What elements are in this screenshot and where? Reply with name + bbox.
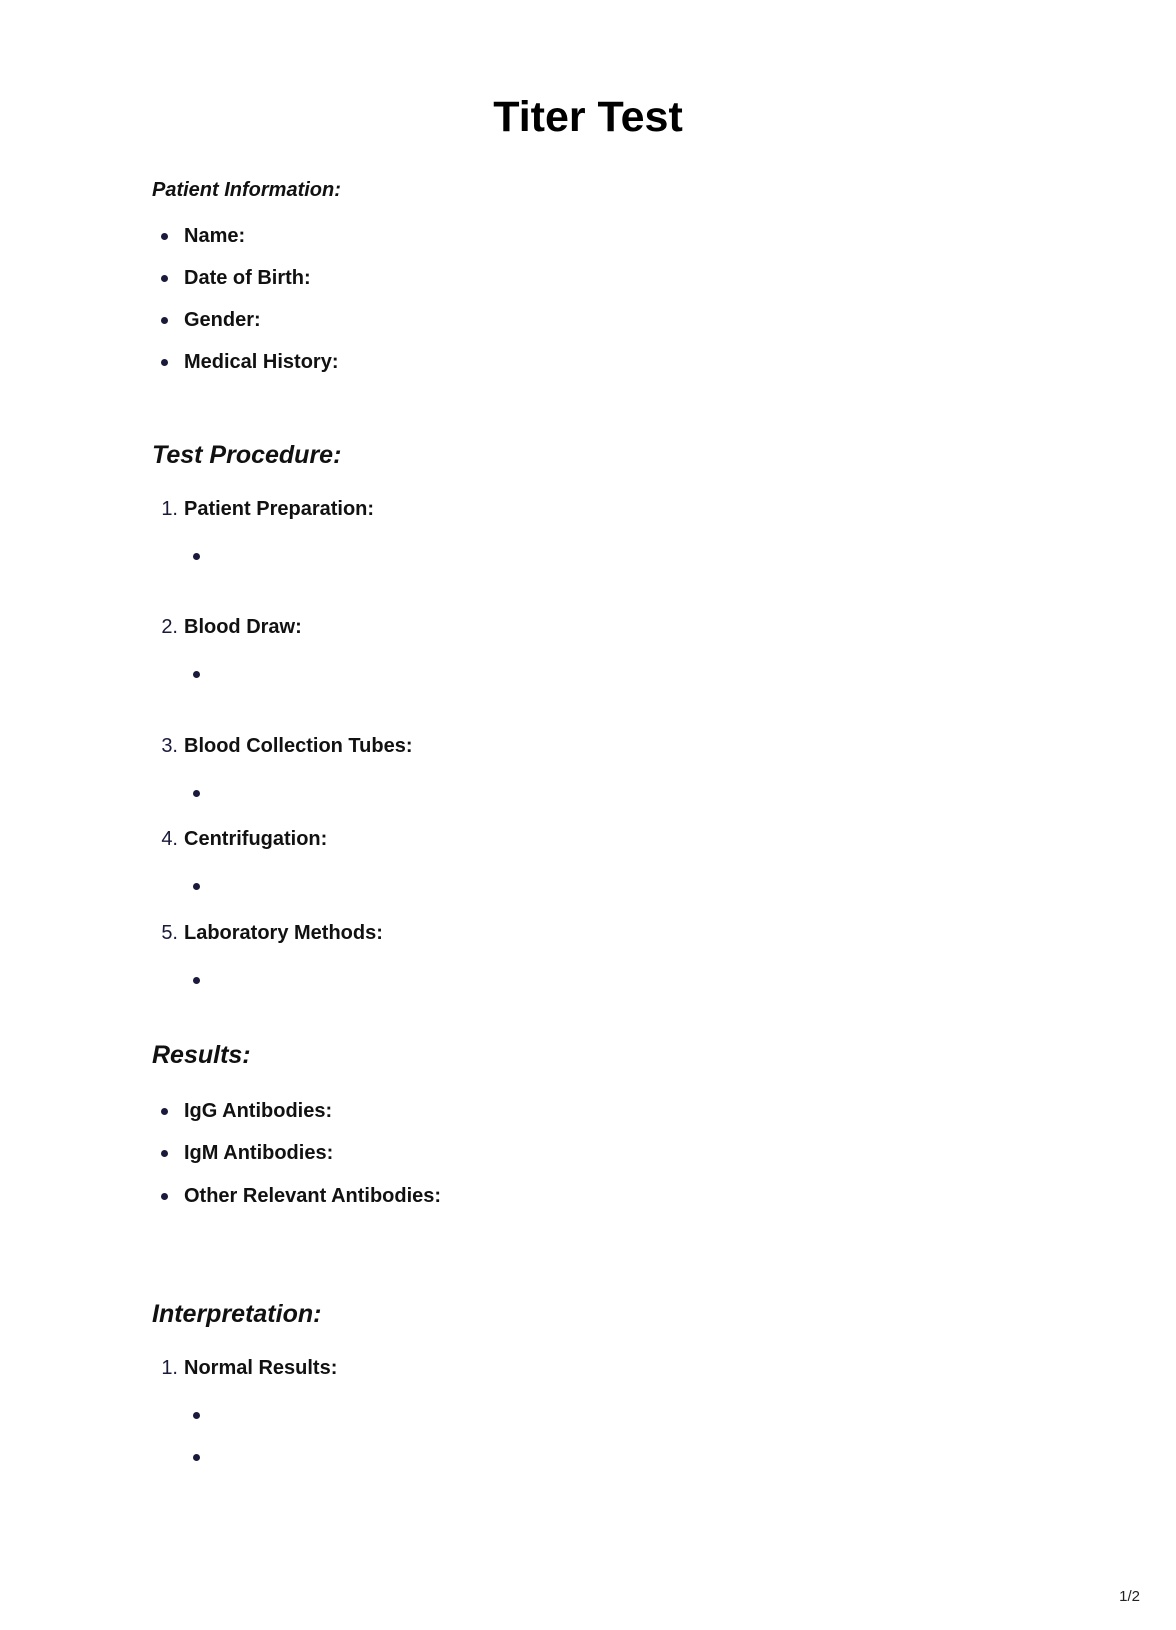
field-name-label: Name: (184, 225, 246, 247)
result-igm-label: IgM Antibodies: (184, 1142, 334, 1164)
field-gender-label: Gender: (184, 309, 261, 331)
step-number: 1. (161, 498, 178, 520)
sub-bullet-dot (193, 883, 200, 890)
step-laboratory-methods-label: Laboratory Methods: (184, 922, 383, 944)
interpretation-normal-results-label: Normal Results: (184, 1357, 338, 1379)
document-title: Titer Test (493, 93, 683, 141)
step-number: 4. (161, 828, 178, 850)
bullet-dot (161, 1150, 168, 1157)
step-number: 3. (161, 735, 178, 757)
result-igg-label: IgG Antibodies: (184, 1100, 333, 1122)
bullet-dot (161, 317, 168, 324)
results-heading: Results: (152, 1041, 251, 1069)
bullet-dot (161, 275, 168, 282)
patient-info-heading: Patient Information: (152, 179, 341, 201)
step-blood-collection-tubes-label: Blood Collection Tubes: (184, 735, 413, 757)
test-procedure-heading: Test Procedure: (152, 441, 342, 469)
sub-bullet-dot (193, 977, 200, 984)
interpretation-heading: Interpretation: (152, 1300, 322, 1328)
sub-bullet-dot (193, 671, 200, 678)
field-medical-history-label: Medical History: (184, 351, 339, 373)
bullet-dot (161, 359, 168, 366)
sub-bullet-dot (193, 1412, 200, 1419)
result-other-antibodies-label: Other Relevant Antibodies: (184, 1185, 442, 1207)
sub-bullet-dot (193, 553, 200, 560)
sub-bullet-dot (193, 790, 200, 797)
step-number: 5. (161, 922, 178, 944)
step-blood-draw-label: Blood Draw: (184, 616, 302, 638)
sub-bullet-dot (193, 1454, 200, 1461)
step-centrifugation-label: Centrifugation: (184, 828, 328, 850)
page-number: 1/2 (1119, 1588, 1140, 1605)
step-number: 1. (161, 1357, 178, 1379)
bullet-dot (161, 233, 168, 240)
field-dob-label: Date of Birth: (184, 267, 311, 289)
step-patient-preparation-label: Patient Preparation: (184, 498, 375, 520)
bullet-dot (161, 1108, 168, 1115)
bullet-dot (161, 1193, 168, 1200)
step-number: 2. (161, 616, 178, 638)
